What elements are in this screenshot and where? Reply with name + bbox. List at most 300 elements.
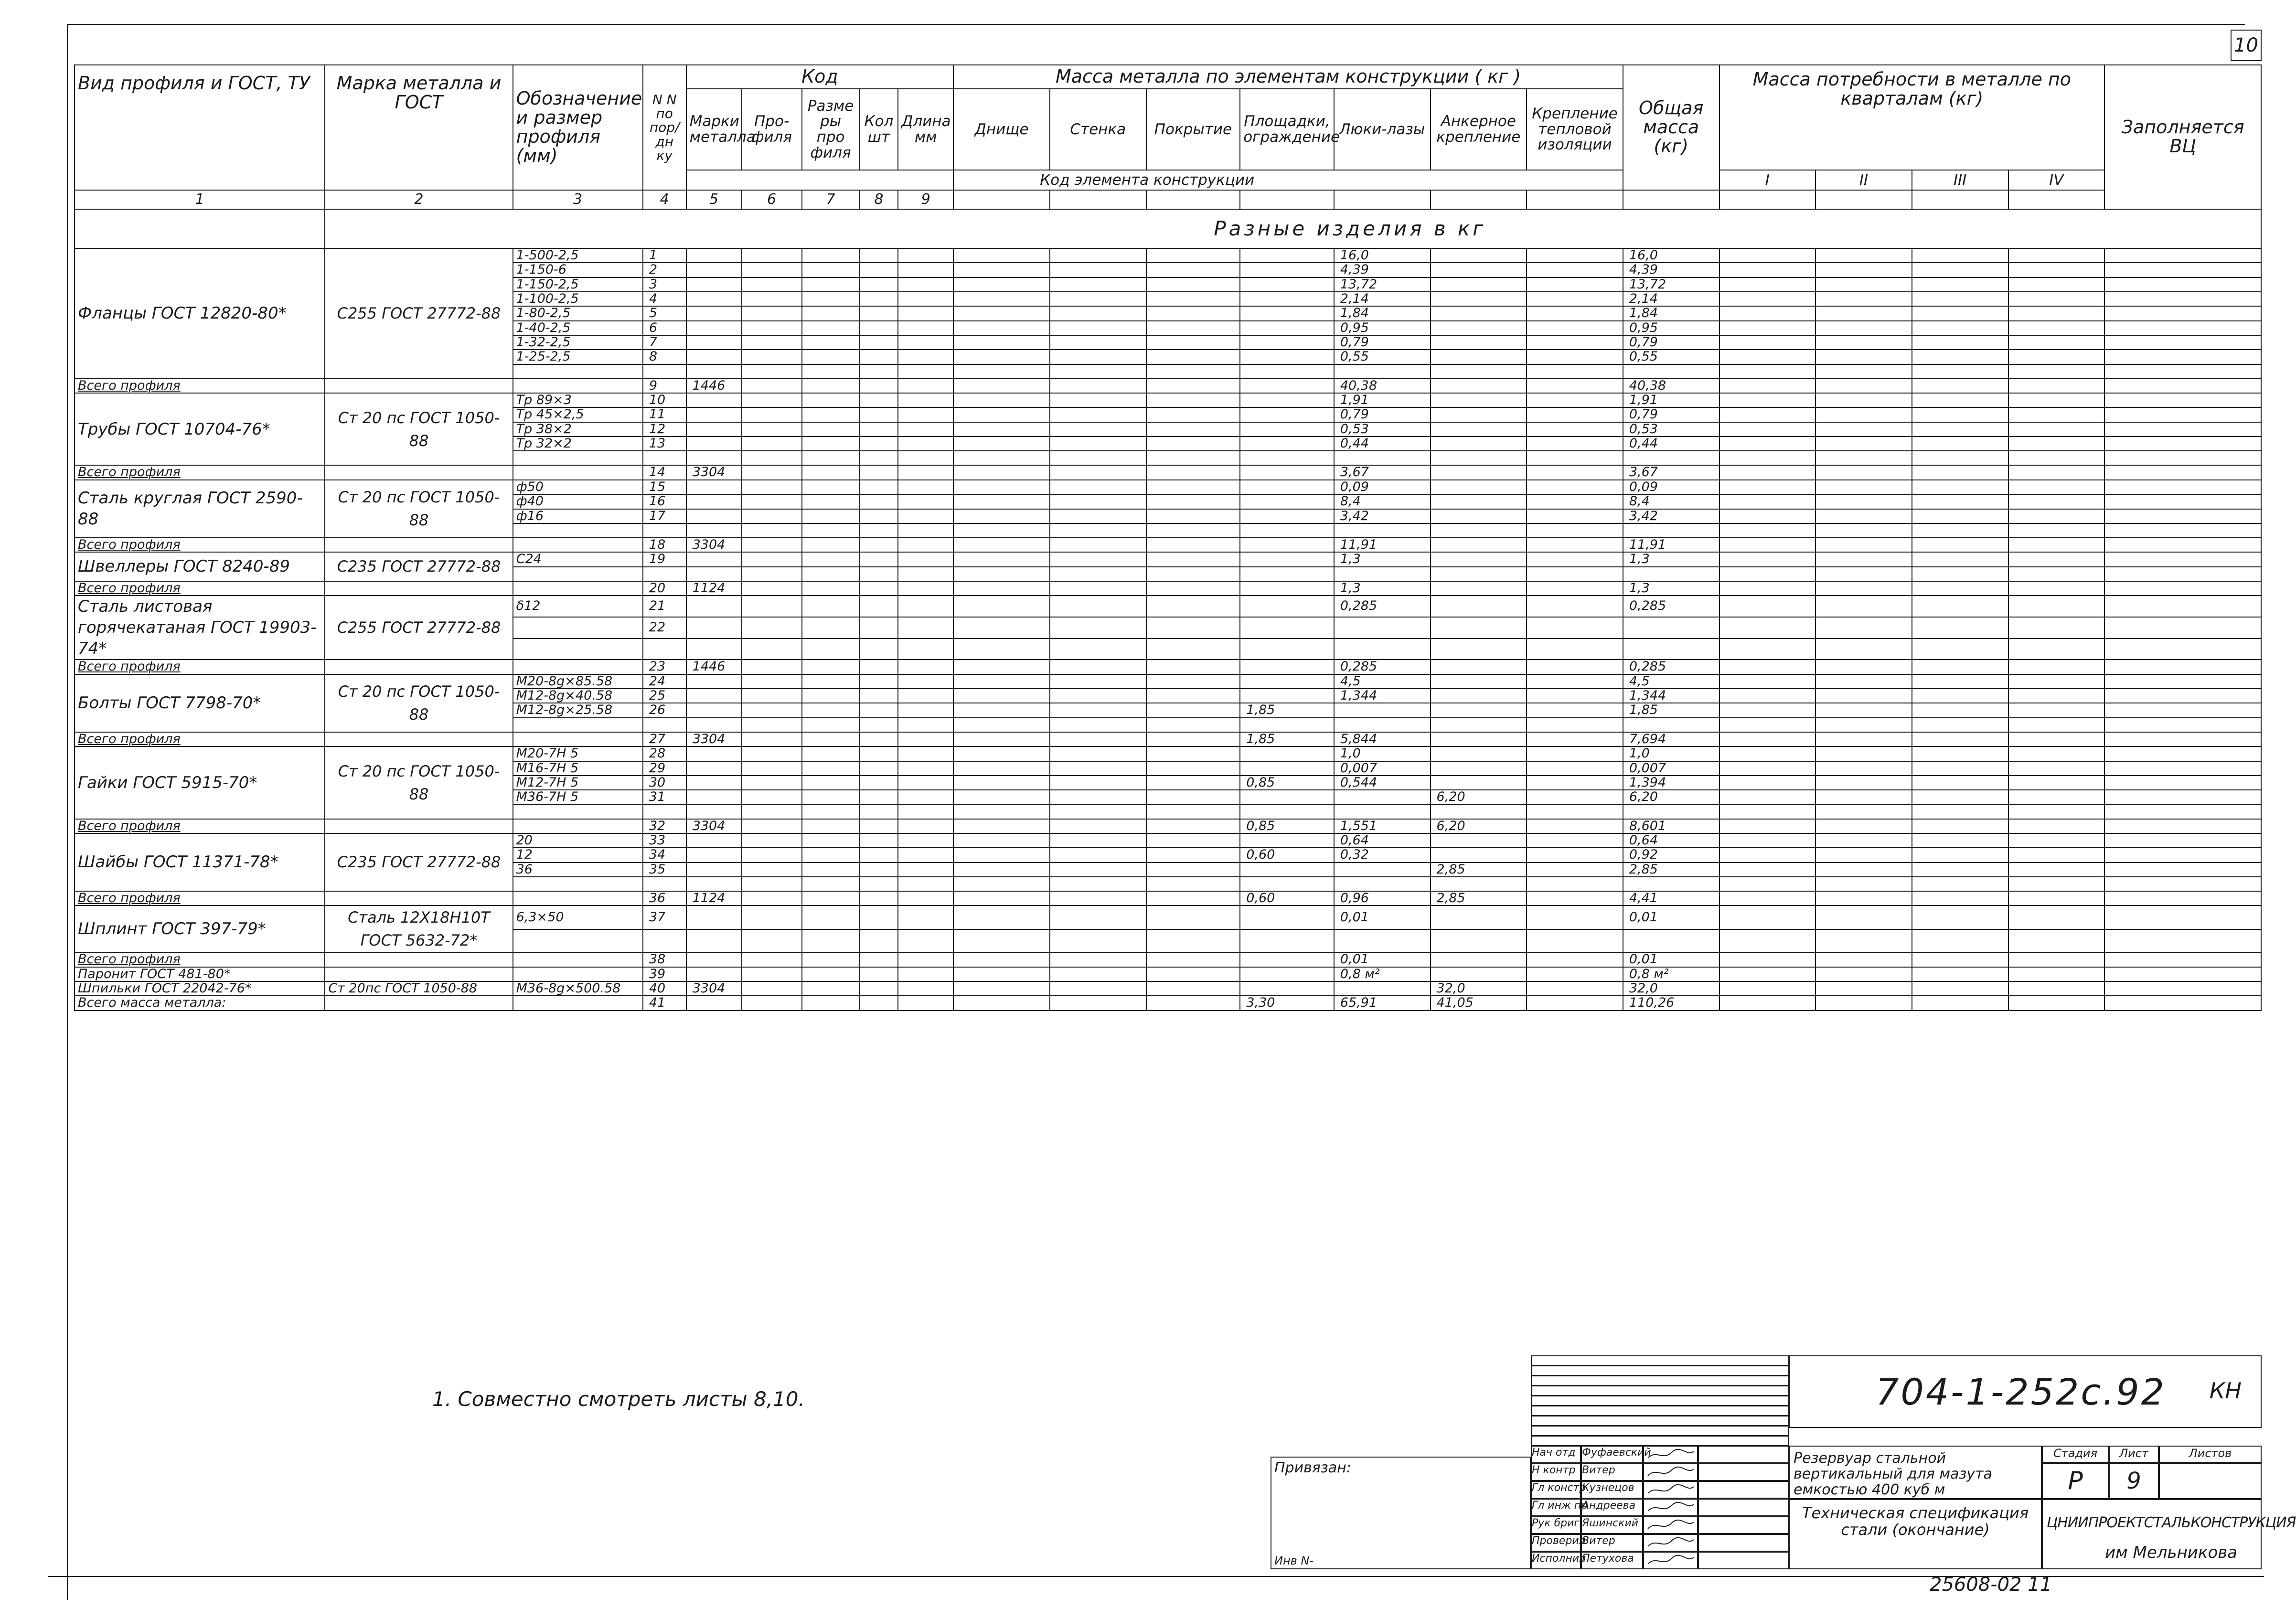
anchor-mass-cell (1431, 263, 1527, 277)
anchor-mass-cell: 2,85 (1431, 863, 1527, 877)
total-mass-cell: 0,09 (1623, 480, 1719, 494)
anchor-mass-cell (1431, 761, 1527, 776)
table-row (75, 981, 2261, 996)
platforms-mass-cell (1240, 263, 1334, 277)
header-hatches: Люки-лазы (1334, 89, 1431, 170)
metal-code-cell (686, 761, 742, 776)
designation-cell: М12-7Н 5 (513, 776, 643, 790)
hatches-mass-cell: 0,79 (1334, 407, 1431, 422)
anchor-mass-cell (1431, 617, 1527, 639)
metal-code-cell (686, 480, 742, 494)
designation-cell: М16-7Н 5 (513, 761, 643, 776)
row-number-cell: 41 (643, 996, 686, 1010)
designation-cell: ф50 (513, 480, 643, 494)
profile-name-cell: Паронит ГОСТ 481-80* (75, 967, 325, 981)
signature-role: Исполнил (1531, 1552, 1581, 1569)
total-row (75, 732, 2261, 746)
header-mass-group: Масса металла по элементам конструкции ( кг ) (953, 65, 1623, 89)
total-mass-cell: 0,53 (1623, 422, 1719, 437)
platforms-mass-cell (1240, 321, 1334, 335)
row-number-cell: 11 (643, 407, 686, 422)
platforms-mass-cell (1240, 746, 1334, 761)
total-mass-cell: 0,79 (1623, 335, 1719, 350)
hatches-mass-cell: 4,5 (1334, 674, 1431, 689)
anchor-mass-cell (1431, 776, 1527, 790)
doc-suffix: КН (2209, 1378, 2242, 1404)
platforms-mass-cell (1240, 967, 1334, 981)
row-number-cell: 20 (643, 581, 686, 596)
header-qty: Кол шт (860, 89, 898, 170)
metal-code-cell (686, 552, 742, 566)
profile-name-cell: Шплинт ГОСТ 397-79* (75, 905, 325, 952)
signature-scribble (1644, 1517, 1697, 1533)
anchor-mass-cell (1431, 967, 1527, 981)
platforms-mass-cell (1240, 292, 1334, 306)
designation-cell: М36-7Н 5 (513, 790, 643, 804)
platforms-mass-cell (1240, 277, 1334, 292)
anchor-mass-cell (1431, 905, 1527, 929)
metal-code-cell (686, 689, 742, 703)
profile-name-cell: Шпильки ГОСТ 22042-76* (75, 981, 325, 996)
total-label-cell: Всего профиля (75, 538, 325, 552)
table-row (75, 746, 2261, 761)
designation-cell (513, 660, 643, 674)
metal-code-cell: 1124 (686, 581, 742, 596)
platforms-mass-cell (1240, 552, 1334, 566)
row-number-cell: 31 (643, 790, 686, 804)
platforms-mass-cell (1240, 306, 1334, 320)
hatches-mass-cell: 0,285 (1334, 660, 1431, 674)
designation-cell: М12-8g×40.58 (513, 689, 643, 703)
total-label-cell: Всего профиля (75, 732, 325, 746)
metal-code-cell (686, 422, 742, 437)
anchor-mass-cell: 6,20 (1431, 790, 1527, 804)
designation-cell (513, 465, 643, 479)
signature-mark (1643, 1446, 1698, 1463)
total-mass-cell: 1,85 (1623, 703, 1719, 717)
metal-code-cell: 3304 (686, 538, 742, 552)
metal-code-cell (686, 277, 742, 292)
hatches-mass-cell: 3,42 (1334, 509, 1431, 523)
designation-cell: М12-8g×25.58 (513, 703, 643, 717)
metal-code-cell: 1124 (686, 891, 742, 905)
platforms-mass-cell (1240, 350, 1334, 364)
metal-code-cell (686, 833, 742, 848)
frame-top (67, 24, 2245, 25)
metal-code-cell (686, 790, 742, 804)
row-number-cell: 14 (643, 465, 686, 479)
metal-code-cell: 3304 (686, 819, 742, 833)
header-element-code: Код элемента конструкции (953, 170, 1623, 190)
designation-cell: 36 (513, 863, 643, 877)
total-row (75, 952, 2261, 967)
profile-name-cell: Шайбы ГОСТ 11371-78* (75, 833, 325, 891)
hatches-mass-cell: 1,344 (1334, 689, 1431, 703)
signature-scribble (1644, 1482, 1697, 1498)
row-number-cell: 27 (643, 732, 686, 746)
total-mass-cell: 4,39 (1623, 263, 1719, 277)
row-number-cell: 23 (643, 660, 686, 674)
hatches-mass-cell: 13,72 (1334, 277, 1431, 292)
total-mass-cell: 0,95 (1623, 321, 1719, 335)
platforms-mass-cell (1240, 538, 1334, 552)
metal-code-cell: 1446 (686, 379, 742, 393)
designation-cell: ф40 (513, 494, 643, 509)
header-q1: I (1719, 170, 1816, 190)
hatches-mass-cell: 1,84 (1334, 306, 1431, 320)
header-wall: Стенка (1050, 89, 1146, 170)
row-number-cell: 17 (643, 509, 686, 523)
signature-name: Витер (1581, 1534, 1643, 1552)
signature-name: Витер (1581, 1463, 1643, 1481)
total-mass-cell: 13,72 (1623, 277, 1719, 292)
table-body (75, 248, 2261, 1011)
designation-cell: С24 (513, 552, 643, 566)
profile-name-cell: Сталь круглая ГОСТ 2590-88 (75, 480, 325, 538)
metal-code-cell: 1446 (686, 660, 742, 674)
anchor-mass-cell (1431, 833, 1527, 848)
signature-mark (1643, 1516, 1698, 1534)
metal-code-cell (686, 437, 742, 451)
profile-name-cell: Швеллеры ГОСТ 8240-89 (75, 552, 325, 581)
frame-left (67, 24, 68, 1600)
signature-scribble (1644, 1464, 1697, 1480)
hatches-mass-cell: 3,67 (1334, 465, 1431, 479)
total-mass-cell: 0,92 (1623, 848, 1719, 862)
table-row (75, 552, 2261, 566)
platforms-mass-cell (1240, 248, 1334, 263)
grade-cell (325, 967, 513, 981)
metal-code-cell (686, 848, 742, 862)
platforms-mass-cell (1240, 407, 1334, 422)
title-line-1: Резервуар стальной вертикальный для мазута емкостью 400 куб м (1794, 1450, 1992, 1498)
colnum-5: 5 (686, 190, 742, 209)
metal-code-cell (686, 350, 742, 364)
metal-code-cell (686, 494, 742, 509)
signature-mark (1643, 1552, 1698, 1569)
privyazan-box (1271, 1457, 1531, 1569)
hatches-mass-cell: 65,91 (1334, 996, 1431, 1010)
table-row (75, 248, 2261, 263)
anchor-mass-cell (1431, 703, 1527, 717)
signature-mark (1643, 1499, 1698, 1516)
header-grade: Марка металла и ГОСТ (325, 65, 513, 190)
platforms-mass-cell: 1,85 (1240, 732, 1334, 746)
anchor-mass-cell (1431, 552, 1527, 566)
platforms-mass-cell (1240, 952, 1334, 967)
archive-number: 25608-02 11 (1930, 1574, 2052, 1596)
hatches-mass-cell: 1,3 (1334, 552, 1431, 566)
total-mass-cell: 0,285 (1623, 596, 1719, 617)
signature-scribble (1644, 1500, 1697, 1516)
platforms-mass-cell: 0,60 (1240, 891, 1334, 905)
designation-cell: ф16 (513, 509, 643, 523)
row-number-cell: 18 (643, 538, 686, 552)
anchor-mass-cell (1431, 581, 1527, 596)
table-row (75, 905, 2261, 929)
metal-code-cell (686, 674, 742, 689)
grade-cell: Ст 20 пс ГОСТ 1050-88 (325, 393, 513, 465)
signature-mark (1643, 1481, 1698, 1499)
row-number-cell: 29 (643, 761, 686, 776)
hatches-mass-cell: 1,551 (1334, 819, 1431, 833)
total-mass-cell: 4,41 (1623, 891, 1719, 905)
profile-name-cell: Гайки ГОСТ 5915-70* (75, 746, 325, 819)
total-mass-cell: 0,01 (1623, 952, 1719, 967)
hatches-mass-cell: 0,32 (1334, 848, 1431, 862)
metal-code-cell (686, 407, 742, 422)
platforms-mass-cell: 0,85 (1240, 819, 1334, 833)
grade-cell: С255 ГОСТ 27772-88 (325, 248, 513, 379)
platforms-mass-cell (1240, 494, 1334, 509)
designation-cell (513, 581, 643, 596)
metal-code-cell (686, 306, 742, 320)
title1-box (1789, 1446, 2042, 1499)
total-label-cell: Всего профиля (75, 465, 325, 479)
platforms-mass-cell (1240, 833, 1334, 848)
row-number-cell: 37 (643, 905, 686, 929)
anchor-mass-cell (1431, 248, 1527, 263)
platforms-mass-cell: 0,85 (1240, 776, 1334, 790)
row-number-cell: 15 (643, 480, 686, 494)
designation-cell: 1-25-2,5 (513, 350, 643, 364)
total-row (75, 660, 2261, 674)
anchor-mass-cell (1431, 848, 1527, 862)
designation-cell: 20 (513, 833, 643, 848)
anchor-mass-cell (1431, 674, 1527, 689)
header-q2: II (1815, 170, 1912, 190)
grade-cell (325, 996, 513, 1010)
total-mass-cell: 0,55 (1623, 350, 1719, 364)
row-number-cell: 21 (643, 596, 686, 617)
hatches-mass-cell (1334, 863, 1431, 877)
platforms-mass-cell (1240, 596, 1334, 617)
signature-mark (1643, 1463, 1698, 1481)
platforms-mass-cell (1240, 761, 1334, 776)
row-number-cell: 3 (643, 277, 686, 292)
signature-role: Гл инж пр (1531, 1499, 1581, 1516)
designation-cell (513, 379, 643, 393)
colnum-4: 4 (643, 190, 686, 209)
total-mass-cell: 110,26 (1623, 996, 1719, 1010)
designation-cell: Тр 89×3 (513, 393, 643, 407)
total-mass-cell: 0,8 м² (1623, 967, 1719, 981)
colnum-6: 6 (742, 190, 802, 209)
anchor-mass-cell: 32,0 (1431, 981, 1527, 996)
metal-code-cell (686, 292, 742, 306)
row-number-cell: 22 (643, 617, 686, 639)
signature-name: Петухова (1581, 1552, 1643, 1569)
header-profile-code: Про-филя (742, 89, 802, 170)
total-row (75, 819, 2261, 833)
anchor-mass-cell (1431, 538, 1527, 552)
total-mass-cell: 8,4 (1623, 494, 1719, 509)
total-mass-cell: 11,91 (1623, 538, 1719, 552)
hatches-mass-cell: 0,01 (1334, 905, 1431, 929)
platforms-mass-cell (1240, 660, 1334, 674)
platforms-mass-cell (1240, 379, 1334, 393)
grade-cell: Ст 20 пс ГОСТ 1050-88 (325, 746, 513, 819)
total-mass-cell: 8,601 (1623, 819, 1719, 833)
metal-code-cell: 3304 (686, 981, 742, 996)
designation-cell: δ12 (513, 596, 643, 617)
note-text: 1. Совместно смотреть листы 8,10. (432, 1387, 805, 1411)
designation-cell (513, 952, 643, 967)
header-q4: IV (2008, 170, 2105, 190)
row-number-cell: 24 (643, 674, 686, 689)
total-label-cell: Всего профиля (75, 581, 325, 596)
signature-name: Андреева (1581, 1499, 1643, 1516)
total-mass-cell: 0,01 (1623, 905, 1719, 929)
platforms-mass-cell (1240, 674, 1334, 689)
total-mass-cell: 2,85 (1623, 863, 1719, 877)
hatches-mass-cell: 0,55 (1334, 350, 1431, 364)
organization-name: ЦНИИПРОЕКТСТАЛЬКОНСТРУКЦИЯ (2047, 1514, 2296, 1531)
anchor-mass-cell (1431, 335, 1527, 350)
total-mass-cell: 6,20 (1623, 790, 1719, 804)
hatches-mass-cell: 11,91 (1334, 538, 1431, 552)
total-mass-cell: 1,91 (1623, 393, 1719, 407)
grade-cell: С235 ГОСТ 27772-88 (325, 833, 513, 891)
total-label-cell: Всего профиля (75, 660, 325, 674)
designation-cell: 1-500-2,5 (513, 248, 643, 263)
grade-cell: Ст 20пс ГОСТ 1050-88 (325, 981, 513, 996)
signature-role: Нач отд (1531, 1446, 1581, 1463)
anchor-mass-cell (1431, 480, 1527, 494)
row-number-cell: 7 (643, 335, 686, 350)
profile-name-cell: Сталь листовая горячекатаная ГОСТ 19903-74* (75, 596, 325, 660)
row-number-cell: 9 (643, 379, 686, 393)
row-number-cell: 1 (643, 248, 686, 263)
designation-cell: М36-8g×500.58 (513, 981, 643, 996)
signature-scribble (1644, 1535, 1697, 1551)
total-mass-cell: 2,14 (1623, 292, 1719, 306)
row-number-cell: 16 (643, 494, 686, 509)
header-length: Длина мм (898, 89, 953, 170)
hatches-mass-cell: 8,4 (1334, 494, 1431, 509)
total-mass-cell: 40,38 (1623, 379, 1719, 393)
platforms-mass-cell (1240, 790, 1334, 804)
grade-cell: Ст 20 пс ГОСТ 1050-88 (325, 480, 513, 538)
total-mass-cell (1623, 617, 1719, 639)
row-number-cell: 8 (643, 350, 686, 364)
signature-role: Н контр (1531, 1463, 1581, 1481)
total-label-cell: Всего профиля (75, 819, 325, 833)
hatches-mass-cell: 0,007 (1334, 761, 1431, 776)
platforms-mass-cell (1240, 422, 1334, 437)
privyazan-label: Привязан: (1274, 1459, 1351, 1476)
hatches-mass-cell: 4,39 (1334, 263, 1431, 277)
anchor-mass-cell (1431, 422, 1527, 437)
grade-cell: Сталь 12Х18Н10Т ГОСТ 5632-72* (325, 905, 513, 952)
anchor-mass-cell (1431, 689, 1527, 703)
total-row (75, 465, 2261, 479)
metal-code-cell (686, 393, 742, 407)
row-number-cell: 30 (643, 776, 686, 790)
table-row (75, 967, 2261, 981)
hatches-mass-cell (1334, 790, 1431, 804)
sheets-value-box (2159, 1463, 2262, 1499)
designation-cell: Тр 45×2,5 (513, 407, 643, 422)
anchor-mass-cell (1431, 292, 1527, 306)
hatches-mass-cell: 2,14 (1334, 292, 1431, 306)
hatches-mass-cell: 40,38 (1334, 379, 1431, 393)
signature-name: Кузнецов (1581, 1481, 1643, 1499)
row-number-cell: 4 (643, 292, 686, 306)
platforms-mass-cell (1240, 335, 1334, 350)
header-roof: Покрытие (1146, 89, 1240, 170)
designation-cell: 1-80-2,5 (513, 306, 643, 320)
hatches-mass-cell: 0,53 (1334, 422, 1431, 437)
platforms-mass-cell: 3,30 (1240, 996, 1334, 1010)
colnum-8: 8 (860, 190, 898, 209)
platforms-mass-cell (1240, 465, 1334, 479)
designation-cell (513, 996, 643, 1010)
colnum-3: 3 (513, 190, 643, 209)
colnum-9: 9 (898, 190, 953, 209)
anchor-mass-cell (1431, 596, 1527, 617)
total-mass-cell: 0,007 (1623, 761, 1719, 776)
row-number-cell: 6 (643, 321, 686, 335)
section-title: Разные изделия в кг (325, 209, 2261, 248)
designation-cell: 1-150-2,5 (513, 277, 643, 292)
sheet-label-box: Лист (2109, 1446, 2159, 1463)
metal-code-cell (686, 905, 742, 929)
row-number-cell: 35 (643, 863, 686, 877)
metal-code-cell (686, 617, 742, 639)
metal-code-cell: 3304 (686, 465, 742, 479)
profile-name-cell: Трубы ГОСТ 10704-76* (75, 393, 325, 465)
hatches-mass-cell: 0,96 (1334, 891, 1431, 905)
metal-code-cell (686, 952, 742, 967)
designation-cell: 1-150-6 (513, 263, 643, 277)
row-number-cell: 19 (643, 552, 686, 566)
signature-role: Проверил (1531, 1534, 1581, 1552)
platforms-mass-cell (1240, 437, 1334, 451)
designation-cell: 6,3×50 (513, 905, 643, 929)
total-mass-cell: 0,64 (1623, 833, 1719, 848)
signature-name: Яшинский (1581, 1516, 1643, 1534)
total-row (75, 891, 2261, 905)
row-number-cell: 28 (643, 746, 686, 761)
designation-cell (513, 538, 643, 552)
header-q3: III (1912, 170, 2008, 190)
total-mass-cell: 1,0 (1623, 746, 1719, 761)
platforms-mass-cell: 0,60 (1240, 848, 1334, 862)
anchor-mass-cell (1431, 277, 1527, 292)
metal-code-cell (686, 776, 742, 790)
total-mass-cell: 1,84 (1623, 306, 1719, 320)
colnum-2: 2 (325, 190, 513, 209)
platforms-mass-cell: 1,85 (1240, 703, 1334, 717)
platforms-mass-cell (1240, 509, 1334, 523)
profile-name-cell: Болты ГОСТ 7798-70* (75, 674, 325, 732)
hatches-mass-cell: 0,79 (1334, 335, 1431, 350)
anchor-mass-cell (1431, 407, 1527, 422)
metal-code-cell (686, 335, 742, 350)
anchor-mass-cell (1431, 952, 1527, 967)
total-label-cell: Всего профиля (75, 952, 325, 967)
row-number-cell: 38 (643, 952, 686, 967)
header-vc: Заполняется ВЦ (2104, 65, 2261, 209)
metal-code-cell (686, 263, 742, 277)
header-platforms: Площадки, ограждение (1240, 89, 1334, 170)
hatches-mass-cell: 0,8 м² (1334, 967, 1431, 981)
signature-role: Гл констр (1531, 1481, 1581, 1499)
hatches-mass-cell: 0,44 (1334, 437, 1431, 451)
organization-subname: им Мельникова (2105, 1543, 2238, 1562)
profile-name-cell: Всего масса металла: (75, 996, 325, 1010)
